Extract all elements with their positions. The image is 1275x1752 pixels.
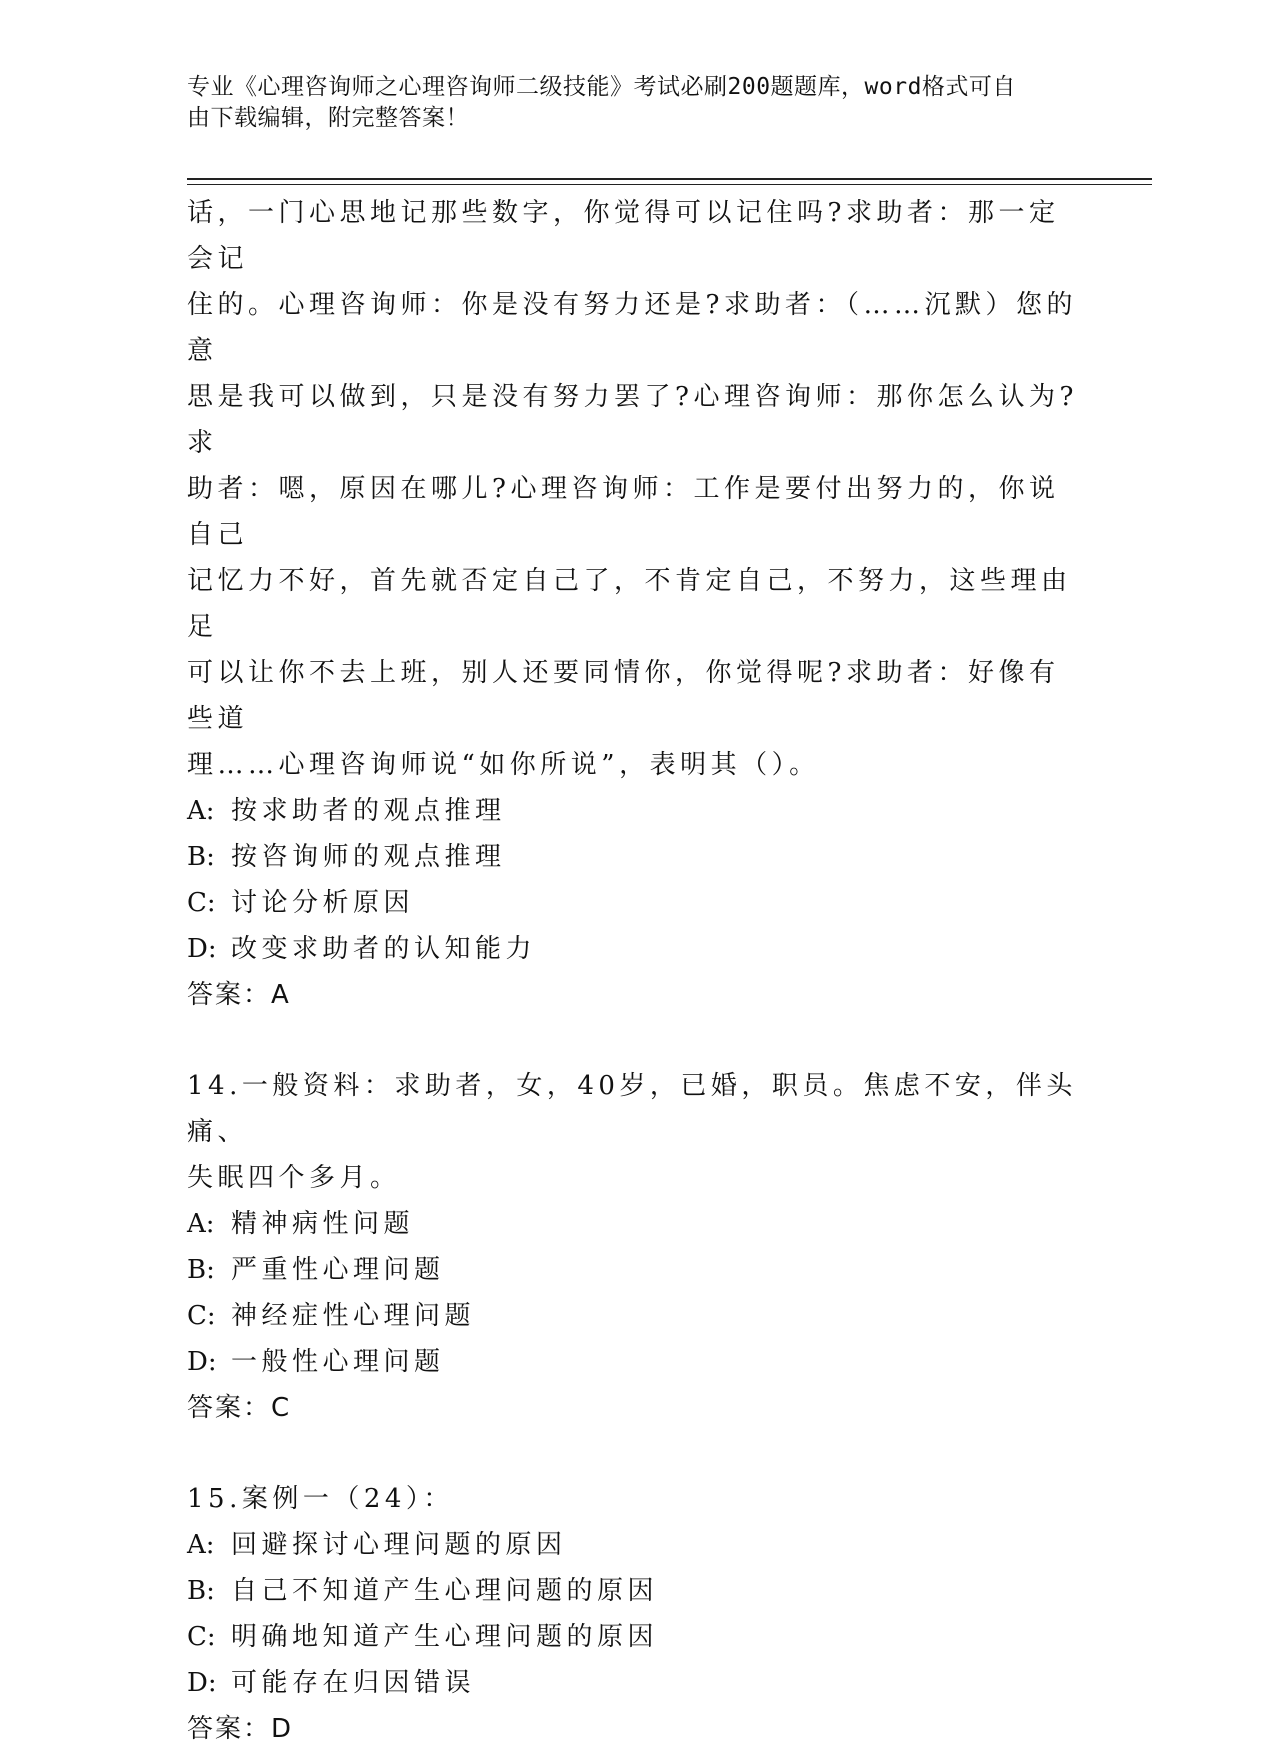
option-c (187, 880, 1087, 926)
option-key: D: (187, 1347, 217, 1377)
option-text: 精神病性问题 (231, 1209, 415, 1239)
option-text: 神经症性心理问题 (231, 1301, 476, 1331)
question-15 (187, 1476, 1087, 1752)
option-b (187, 834, 1087, 880)
option-key: C: (187, 1622, 216, 1652)
option-text: 回避探讨心理问题的原因 (231, 1530, 567, 1560)
question-text-line: 可以让你不去上班，别人还要同情你，你觉得呢?求助者：好像有些道 (187, 658, 1060, 734)
answer-value: D (271, 1714, 293, 1744)
option-c (187, 1293, 1087, 1339)
answer-value: C (271, 1393, 291, 1423)
document-header (187, 72, 1067, 134)
header-line-2: 由下载编辑，附完整答案！ (187, 105, 469, 131)
option-a (187, 1201, 1087, 1247)
option-a (187, 1522, 1087, 1568)
question-text-line: 话，一门心思地记那些数字，你觉得可以记住吗?求助者：那一定会记 (187, 198, 1060, 274)
option-text: 可能存在归因错误 (231, 1668, 476, 1698)
option-text: 一般性心理问题 (231, 1347, 445, 1377)
question-text-line: 住的。心理咨询师：你是没有努力还是?求助者：（……沉默）您的意 (187, 290, 1077, 366)
option-key: B: (187, 842, 215, 872)
question-spacer (187, 1431, 1087, 1476)
question-text-line: 15.案例一（24）： (187, 1484, 454, 1514)
question-text-line: 14.一般资料：求助者，女，40岁，已婚，职员。焦虑不安，伴头痛、 (187, 1071, 1077, 1147)
document-body (187, 190, 1087, 1752)
answer-line (187, 1385, 1087, 1431)
option-key: A: (187, 796, 215, 826)
option-key: D: (187, 1668, 217, 1698)
question-text-line: 助者：嗯，原因在哪儿?心理咨询师：工作是要付出努力的，你说自己 (187, 474, 1060, 550)
option-text: 严重性心理问题 (231, 1255, 445, 1285)
question-text-line: 思是我可以做到，只是没有努力罢了?心理咨询师：那你怎么认为?求 (187, 382, 1078, 458)
header-line-1: 专业《心理咨询师之心理咨询师二级技能》考试必刷200题题库，word格式可自 (187, 74, 1016, 100)
option-text: 按求助者的观点推理 (231, 796, 506, 826)
header-rule-thin (187, 184, 1152, 185)
question-text-line: 理……心理咨询师说“如你所说”，表明其（）。 (187, 750, 820, 780)
option-text: 明确地知道产生心理问题的原因 (231, 1622, 659, 1652)
option-key: B: (187, 1576, 215, 1606)
answer-line (187, 1706, 1087, 1752)
question-text-line: 记忆力不好，首先就否定自己了，不肯定自己，不努力，这些理由足 (187, 566, 1072, 642)
option-a (187, 788, 1087, 834)
answer-label: 答案： (187, 1393, 272, 1423)
question-text-line: 失眠四个多月。 (187, 1163, 401, 1193)
question-13-continued (187, 190, 1087, 1018)
option-b (187, 1568, 1087, 1614)
option-text: 改变求助者的认知能力 (231, 934, 537, 964)
answer-label: 答案： (187, 1714, 272, 1744)
option-key: D: (187, 934, 217, 964)
option-key: A: (187, 1209, 215, 1239)
answer-label: 答案： (187, 980, 272, 1010)
option-d (187, 1339, 1087, 1385)
option-d (187, 926, 1087, 972)
option-text: 按咨询师的观点推理 (231, 842, 506, 872)
header-rule-thick (187, 178, 1152, 180)
question-spacer (187, 1018, 1087, 1063)
option-b (187, 1247, 1087, 1293)
answer-line (187, 972, 1087, 1018)
answer-value: A (271, 980, 290, 1010)
option-key: C: (187, 888, 216, 918)
option-text: 讨论分析原因 (231, 888, 415, 918)
option-key: B: (187, 1255, 215, 1285)
option-c (187, 1614, 1087, 1660)
option-text: 自己不知道产生心理问题的原因 (231, 1576, 659, 1606)
option-key: C: (187, 1301, 216, 1331)
option-key: A: (187, 1530, 215, 1560)
option-d (187, 1660, 1087, 1706)
question-14 (187, 1063, 1087, 1431)
